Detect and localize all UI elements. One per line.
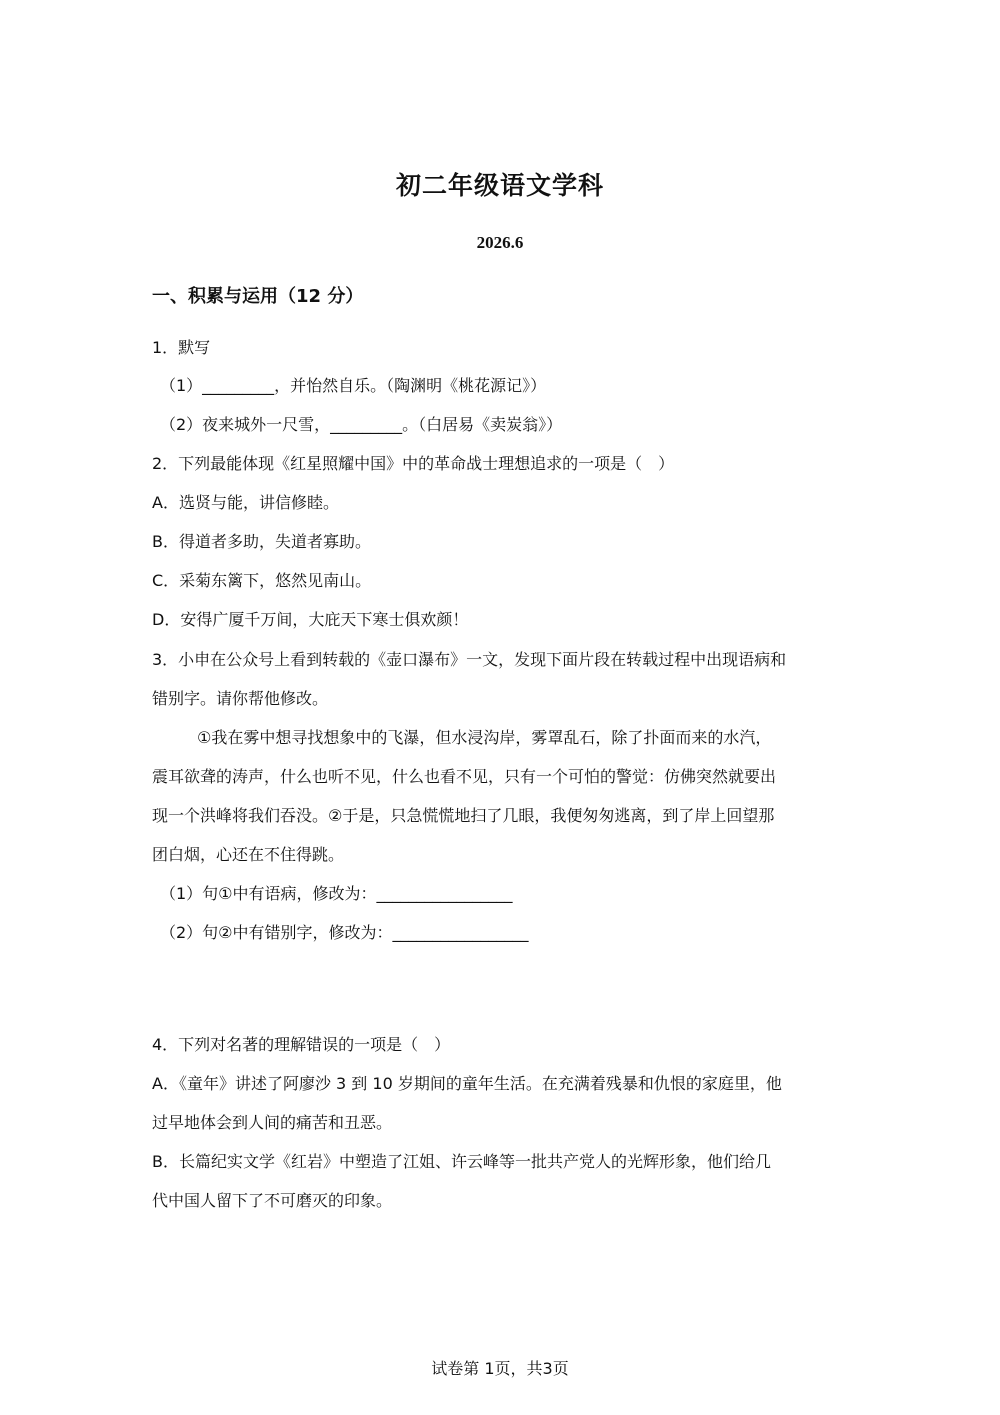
question-4-option-a-line-2: 过早地体会到人间的痛苦和丑恶。 bbox=[152, 1113, 393, 1132]
question-2-option-a: A．选贤与能，讲信修睦。 bbox=[152, 493, 339, 512]
question-2-option-c: C．采菊东篱下，悠然见南山。 bbox=[152, 571, 372, 590]
question-2-option-d: D．安得广厦千万间，大庇天下寒士俱欢颜！ bbox=[152, 610, 469, 629]
question-4-option-b-line-1: B．长篇纪实文学《红岩》中塑造了江姐、许云峰等一批共产党人的光辉形象，他们给几 bbox=[152, 1152, 771, 1171]
page-title: 初二年级语文学科 bbox=[395, 171, 604, 200]
question-2-option-b: B．得道者多助，失道者寡助。 bbox=[152, 532, 371, 551]
question-3-passage-line-3: 现一个洪峰将我们吞没。②于是，只急慌慌地扫了几眼，我便匆匆逃离，到了岸上回望那 bbox=[152, 806, 775, 825]
section-heading: 一、积累与运用（12 分） bbox=[152, 286, 364, 307]
question-3-passage-line-2: 震耳欲聋的涛声，什么也听不见，什么也看不见，只有一个可怕的警觉：仿佛突然就要出 bbox=[152, 767, 777, 786]
question-4-option-a-line-1: A．《童年》讲述了阿廖沙 3 到 10 岁期间的童年生活。在充满着残暴和仇恨的家庭里，他 bbox=[152, 1074, 782, 1093]
question-4-stem: 4．下列对名著的理解错误的一项是（ ） bbox=[152, 1035, 451, 1054]
question-3-sub-2: （2）句②中有错别字，修改为：_________________ bbox=[160, 923, 529, 942]
exam-date: 2026.6 bbox=[476, 233, 524, 252]
question-1-item-2: （2）夜来城外一尺雪，_________。（白居易《卖炭翁》） bbox=[160, 415, 563, 434]
page-footer: 试卷第 1页，共3页 bbox=[431, 1359, 569, 1378]
question-1-item-1: （1）_________，并怡然自乐。（陶渊明《桃花源记》） bbox=[160, 376, 547, 395]
question-3-passage-line-1: ①我在雾中想寻找想象中的飞瀑，但水浸沟岸，雾罩乱石，除了扑面而来的水汽， bbox=[197, 728, 772, 747]
question-1-label: 1．默写 bbox=[152, 338, 211, 357]
question-3-passage-line-4: 团白烟，心还在不住得跳。 bbox=[152, 845, 345, 864]
question-3-sub-1: （1）句①中有语病，修改为：_________________ bbox=[160, 884, 513, 903]
question-3-stem-line-2: 错别字。请你帮他修改。 bbox=[152, 689, 329, 708]
question-2-stem: 2．下列最能体现《红星照耀中国》中的革命战士理想追求的一项是（ ） bbox=[152, 454, 675, 473]
question-3-stem-line-1: 3．小申在公众号上看到转载的《壶口瀑布》一文，发现下面片段在转载过程中出现语病和 bbox=[152, 650, 787, 669]
question-4-option-b-line-2: 代中国人留下了不可磨灭的印象。 bbox=[152, 1191, 393, 1210]
